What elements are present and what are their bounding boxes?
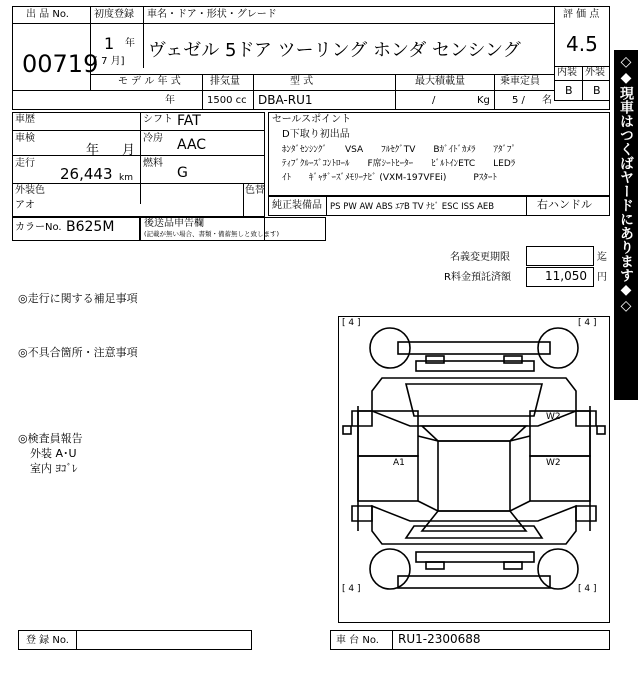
tire-rear-left-label: [ 4 ] [342,584,361,594]
mileage-value: 26,443 [60,165,113,183]
name-change-box [526,246,594,266]
model-type-label: 型 式 [290,76,314,87]
documents-note: (記載が無い場合、書類・備蓄無しと致します) [144,230,280,238]
color-change-label: 色替 [245,185,265,196]
history-label: 車歴 [15,114,35,125]
lot-number: 00719 [22,50,99,78]
recycle-amount: 11,050 [545,269,587,283]
sales-points-line-4: ｲﾄ ｷﾞｬｻﾞｰｽﾞﾒﾓﾘｰﾅﾋﾞ (VXM-197VFEi) Pｽﾀｰﾄ [282,173,497,183]
model-year-unit: 年 [165,95,175,106]
chassis-number: RU1-2300688 [398,632,481,646]
fuel-label: 燃料 [143,158,163,169]
documents-label: 後送品申告欄 [144,218,204,229]
color-label: 外装色 [15,185,45,196]
sales-points-line-2: ﾎﾝﾀﾞｾﾝｼﾝｸﾞ VSA ﾌﾙｾｸﾞTV Bｶﾞｲﾄﾞｶﾒﾗ ｱﾀﾞﾌﾟ [282,145,517,155]
equipment-label: 純正装備品 [272,200,322,211]
first-registration-year-unit: 年 [125,38,135,49]
displacement-value: 1500 cc [207,95,247,106]
name-change-label: 名義変更期限 [450,252,510,263]
max-load-unit: Kg [477,95,490,106]
chassis-label: 車 台 No. [336,635,379,646]
defects-label: ◎不具合箇所・注意事項 [18,346,138,359]
lot-number-label: 出 品 No. [26,9,69,20]
exterior-report: 外装 A･U [30,447,77,460]
car-diagram [338,316,610,623]
driving-notes-label: ◎走行に関する補足事項 [18,292,138,305]
first-registration-label: 初度登録 [94,9,134,20]
model-year-label: モ デ ル 年 式 [118,76,181,87]
shift-value: FAT [177,113,201,129]
tire-front-left-label: [ 4 ] [342,318,361,328]
car-name-label: 車名・ドア・形状・グレード [147,9,277,20]
shift-label: シフト [143,114,173,125]
first-registration-year: 1 [104,34,115,53]
inspection-year: 年 [86,143,100,158]
exterior-grade: B [593,84,601,97]
reg-no-label: 登 録 No. [26,635,69,646]
car-name: ヴェゼル 5ドア ツーリング ホンダ センシング [148,40,521,61]
inspection-month: 月 [122,143,136,158]
interior-grade: B [565,84,573,97]
capacity-label: 乗車定員 [500,76,540,87]
inspection-label: 車検 [15,133,35,144]
equipment-items: PS PW AW ABS ｴｱB TV ﾅﾋﾞ ESC ISS AEB [330,202,495,212]
mileage-unit: km [119,173,133,183]
location-banner-text: ◇◆現車はつくばヤードにあります◆◇ [618,54,634,314]
exterior-grade-label: 外装 [585,67,605,78]
location-banner [614,50,638,400]
sales-points-line-1: D下取り初出品 [282,129,350,140]
score-value: 4.5 [566,32,598,56]
ac-value: AAC [177,137,207,153]
interior-grade-label: 内装 [557,67,577,78]
mileage-label: 走行 [15,158,35,169]
score-label: 評 価 点 [563,9,600,20]
damage-mark-w2-upper: W2 [546,412,561,422]
steering-side: 右ハンドル [537,198,592,211]
sales-points-line-3: ﾃｨﾌﾞｸﾙｰｽﾞｺﾝﾄﾛｰﾙ F席ｼｰﾄﾋｰﾀｰ ﾋﾞﾙﾄｲﾝETC LEDﾗ [282,159,516,169]
sales-points-label: セールスポイント [272,114,352,125]
recycle-unit: 円 [597,272,607,283]
capacity-unit: 名 [542,95,552,106]
displacement-label: 排気量 [210,76,240,87]
first-registration-month: [ 7 月] [94,56,125,67]
max-load-label: 最大積載量 [415,76,465,87]
name-change-unit: 迄 [597,252,607,263]
damage-mark-a1: A1 [393,458,405,468]
interior-report: 室内 ﾖｺﾞﾚ [30,462,78,475]
max-load-value: / [432,95,436,106]
ac-label: 冷房 [143,133,163,144]
color-no-label: カラーNo. [15,222,62,233]
color-value: アオ [15,200,35,211]
tire-rear-right-label: [ 4 ] [578,584,597,594]
damage-mark-w2-lower: W2 [546,458,561,468]
tire-front-right-label: [ 4 ] [578,318,597,328]
capacity-value: 5 / [512,95,525,106]
color-no-value: B625M [66,219,115,235]
fuel-value: G [177,165,188,181]
inspector-report-label: ◎検査員報告 [18,432,83,445]
recycle-label: R料金預託済額 [444,272,511,283]
model-type-value: DBA-RU1 [258,93,313,107]
